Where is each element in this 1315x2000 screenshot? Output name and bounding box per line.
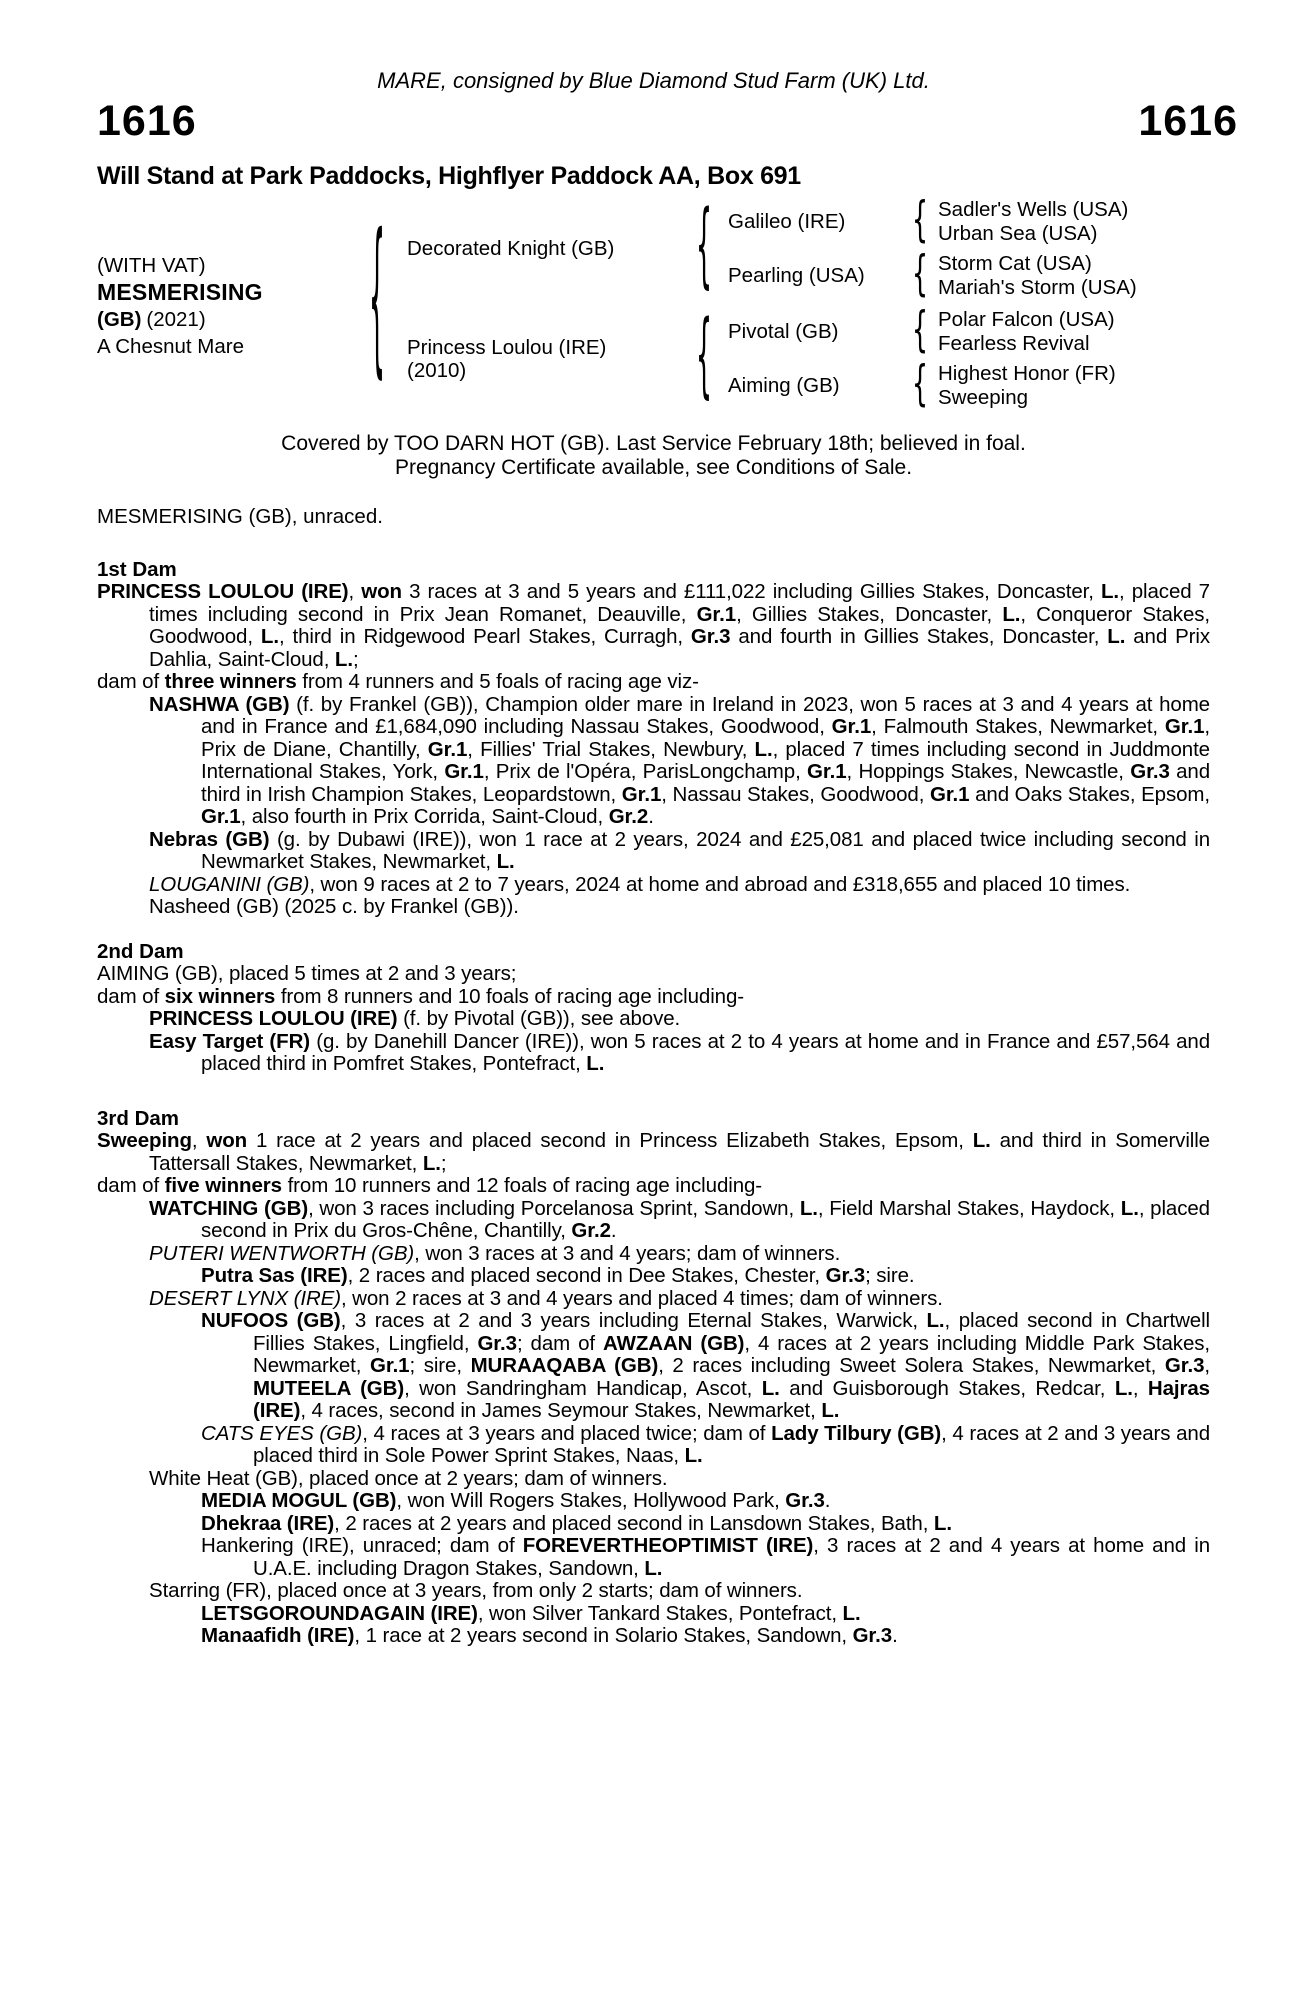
catalogue-paragraph: [97, 1603, 1210, 1626]
pedigree-dam-year: (2010): [407, 359, 467, 382]
catalogue-paragraph: [97, 896, 1210, 919]
text-run: 1 race at 2 years and placed second in Princess Elizabeth Stakes, Epsom,: [247, 1129, 973, 1152]
text-run: L.: [260, 625, 279, 648]
text-run: Gr.3: [690, 625, 731, 648]
text-run: , third in Ridgewood Pearl Stakes, Curragh,: [278, 625, 691, 648]
text-run: , also fourth in Prix Corrida, Saint-Cloud,: [240, 805, 609, 828]
text-run: Nebras (GB): [149, 827, 270, 851]
text-run: L.: [1114, 1376, 1133, 1400]
catalogue-paragraph: [97, 1423, 1210, 1468]
text-run: , 4 races at 2 years including Middle Park Stakes, Newmarket,: [253, 1331, 1210, 1377]
text-run: , Field Marshal Stakes, Haydock,: [817, 1196, 1121, 1220]
text-run: L.: [644, 1556, 663, 1580]
text-run: and fourth in Gillies Stakes, Doncaster,: [730, 625, 1108, 648]
pedigree-grandsire-1: Galileo (IRE): [728, 210, 846, 233]
pedigree-brace-ggp-3: [912, 302, 929, 360]
lot-number-row: [97, 98, 1238, 144]
text-run: , 1 race at 2 years second in Solario Stakes, Sandown,: [354, 1624, 853, 1647]
text-run: Gr.1: [831, 715, 872, 738]
pedigree-ggp-1: Sadler's Wells (USA): [938, 198, 1129, 221]
text-run: L.: [754, 737, 773, 761]
subject-foaled-year: (2021): [146, 308, 206, 331]
text-run: L.: [496, 850, 515, 873]
pedigree-ggp-5: Polar Falcon (USA): [938, 308, 1115, 331]
text-run: dam of: [97, 670, 165, 693]
text-run: , Falmouth Stakes, Newmarket,: [871, 715, 1165, 738]
text-run: Gr.1: [1164, 715, 1205, 738]
text-run: L.: [422, 1151, 441, 1175]
text-run: NUFOOS (GB): [201, 1309, 341, 1332]
text-run: three winners: [164, 670, 297, 693]
dam-paragraphs-3: [97, 1130, 1210, 1648]
pedigree-granddam-2: Aiming (GB): [728, 374, 840, 397]
catalogue-paragraph: [97, 1490, 1210, 1513]
text-run: L.: [684, 1444, 703, 1467]
section-2nd-dam: [97, 941, 1210, 1076]
catalogue-paragraph: [97, 1468, 1210, 1491]
catalogue-paragraph: [97, 1580, 1210, 1603]
text-run: Gr.1: [807, 760, 847, 783]
text-run: CATS EYES (GB): [201, 1421, 363, 1445]
text-run: , won Silver Tankard Stakes, Pontefract,: [477, 1601, 843, 1625]
text-run: Gr.2: [571, 1219, 611, 1242]
text-run: (g. by Dubawi (IRE)), won 1 race at 2 years, 2024 and £25,081 and placed twice including second in Newmarket Stakes, Newmarket,: [201, 827, 1210, 873]
text-run: L.: [799, 1196, 818, 1220]
text-run: Gr.3: [1130, 760, 1170, 783]
pedigree-brace-dam-parents: [696, 302, 713, 414]
text-run: ; dam of: [516, 1331, 604, 1355]
text-run: , 3 races at 2 and 4 years at home and in U.A.E. including Dragon Stakes, Sandown,: [253, 1534, 1210, 1580]
catalogue-paragraph: [97, 1625, 1210, 1648]
text-run: Hajras (IRE): [253, 1376, 1210, 1422]
dam-heading-1: 1st Dam: [97, 557, 177, 581]
pedigree-brace-ggp-2: [912, 246, 929, 304]
vat-note: (WITH VAT): [97, 254, 206, 277]
text-run: .: [610, 1219, 617, 1242]
text-run: won: [206, 1129, 248, 1152]
cover-note-line-1: Covered by TOO DARN HOT (GB). Last Service February 18th; believed in foal.: [281, 432, 1026, 455]
text-run: Gr.3: [477, 1331, 517, 1355]
catalogue-paragraph: [97, 694, 1210, 829]
text-run: , placed 7 times including second in Prix Jean Romanet, Deauville,: [149, 580, 1210, 626]
text-run: ,: [191, 1129, 207, 1152]
text-run: DESERT LYNX (IRE): [149, 1286, 341, 1310]
catalogue-paragraph: [97, 986, 1210, 1009]
pedigree-ggp-2: Urban Sea (USA): [938, 222, 1098, 245]
text-run: ,: [1204, 1354, 1211, 1377]
pedigree-dam-name: Princess Loulou (IRE): [407, 336, 607, 359]
text-run: , won 9 races at 2 to 7 years, 2024 at home and abroad and £318,655 and placed 10 times.: [309, 872, 1131, 896]
text-run: L.: [586, 1052, 605, 1075]
text-run: dam of: [97, 1174, 165, 1197]
text-run: six winners: [164, 984, 276, 1008]
text-run: MURAAQABA (GB): [470, 1354, 659, 1377]
text-run: and third in Somerville Tattersall Stakes, Newmarket,: [149, 1129, 1210, 1175]
catalogue-paragraph: [97, 671, 1210, 694]
text-run: MUTEELA (GB): [253, 1376, 405, 1400]
text-run: , 4 races, second in James Seymour Stakes, Newmarket,: [300, 1399, 822, 1422]
text-run: Gr.3: [1164, 1354, 1205, 1377]
text-run: , Conqueror Stakes, Goodwood,: [149, 602, 1211, 648]
text-run: Gr.1: [369, 1354, 410, 1377]
pedigree-ggp-3: Storm Cat (USA): [938, 252, 1092, 275]
text-run: Gr.3: [785, 1489, 825, 1512]
text-run: Hankering (IRE), unraced; dam of: [201, 1534, 523, 1557]
pedigree-chart: [97, 192, 1210, 432]
dam-paragraphs-2: [97, 963, 1210, 1076]
text-run: MEDIA MOGUL (GB): [201, 1489, 397, 1512]
text-run: L.: [1120, 1196, 1139, 1220]
cover-note: [97, 432, 1210, 480]
text-run: ,: [1132, 1376, 1148, 1400]
text-run: MESMERISING (GB), unraced.: [97, 505, 383, 528]
text-run: FOREVERTHEOPTIMIST (IRE): [522, 1534, 814, 1557]
pedigree-ggp-4: Mariah's Storm (USA): [938, 276, 1137, 299]
text-run: , 2 races at 2 years and placed second in Lansdown Stakes, Bath,: [334, 1511, 934, 1535]
text-run: , 4 races at 2 and 3 years and placed third in Sole Power Sprint Stakes, Naas,: [253, 1421, 1211, 1467]
dam-heading-2: 2nd Dam: [97, 939, 184, 963]
text-run: PRINCESS LOULOU (IRE): [149, 1007, 398, 1030]
text-run: ; sire.: [865, 1264, 915, 1287]
text-run: ;: [352, 647, 359, 671]
text-run: and third in Irish Champion Stakes, Leopardstown,: [201, 760, 1210, 806]
text-run: Nasheed (GB) (2025 c. by Frankel (GB)).: [149, 895, 519, 918]
pedigree-ggp-6: Fearless Revival: [938, 332, 1090, 355]
text-run: NASHWA (GB): [149, 692, 290, 716]
catalogue-paragraph: [97, 1008, 1210, 1031]
text-run: won: [361, 580, 402, 603]
text-run: Putra Sas (IRE): [201, 1264, 348, 1287]
text-run: L.: [1107, 625, 1126, 648]
catalogue-paragraph: [97, 1243, 1210, 1266]
text-run: , won 2 races at 3 and 4 years and placed 4 times; dam of winners.: [340, 1286, 943, 1310]
text-run: from 8 runners and 10 foals of racing age including-: [275, 984, 744, 1008]
pedigree-sire: Decorated Knight (GB): [407, 237, 615, 260]
text-run: and Prix Dahlia, Saint-Cloud,: [149, 625, 1211, 671]
catalogue-paragraph: [97, 1310, 1210, 1423]
catalogue-paragraph: [97, 581, 1210, 671]
text-run: L.: [761, 1376, 780, 1400]
catalogue-paragraph: [97, 829, 1210, 874]
catalogue-paragraph: [97, 874, 1210, 897]
text-run: Gr.3: [825, 1264, 866, 1287]
text-run: five winners: [164, 1174, 282, 1197]
subject-description: A Chesnut Mare: [97, 335, 244, 358]
section-3rd-dam: [97, 1108, 1210, 1648]
stand-location-line: Will Stand at Park Paddocks, Highflyer Paddock AA, Box 691: [97, 162, 801, 190]
text-run: , 2 races including Sweet Solera Stakes, Newmarket,: [658, 1354, 1165, 1377]
text-run: , Gillies Stakes, Doncaster,: [736, 602, 1003, 626]
text-run: , Fillies' Trial Stakes, Newbury,: [467, 737, 755, 761]
pedigree-ggp-7: Highest Honor (FR): [938, 362, 1116, 385]
text-run: Starring (FR), placed once at 3 years, from only 2 starts; dam of winners.: [149, 1579, 803, 1602]
catalogue-paragraph: [97, 1265, 1210, 1288]
subject-suffix: (GB): [97, 308, 142, 331]
consignor-line: MARE, consigned by Blue Diamond Stud Farm (UK) Ltd.: [377, 68, 930, 93]
text-run: AWZAAN (GB): [603, 1331, 745, 1355]
text-run: , won Will Rogers Stakes, Hollywood Park,: [396, 1489, 786, 1512]
pedigree-grandsire-2: Pivotal (GB): [728, 320, 839, 343]
section-1st-dam: [97, 559, 1210, 919]
text-run: Gr.1: [696, 602, 737, 626]
text-run: .: [824, 1489, 831, 1512]
text-run: L.: [1101, 580, 1120, 603]
catalogue-paragraph: [97, 1031, 1210, 1076]
text-run: (f. by Pivotal (GB)), see above.: [397, 1007, 681, 1030]
text-run: Gr.1: [621, 782, 662, 806]
text-run: (g. by Danehill Dancer (IRE)), won 5 races at 2 to 4 years at home and in France and £57,564 and placed third in Pomfret Stakes, Pontefract,: [201, 1029, 1210, 1075]
subject-suffix-year: [97, 306, 263, 333]
text-run: L.: [926, 1309, 945, 1332]
text-run: , Prix de Diane, Chantilly,: [201, 715, 1210, 761]
pedigree-dam: [407, 336, 606, 382]
text-run: , Prix de l'Opéra, ParisLongchamp,: [483, 760, 808, 783]
text-run: 3 races at 3 and 5 years and £111,022 including Gillies Stakes, Doncaster,: [401, 580, 1101, 603]
text-run: AIMING (GB), placed 5 times at 2 and 3 years;: [97, 962, 517, 985]
text-run: ; sire,: [409, 1354, 471, 1377]
text-run: , won Sandringham Handicap, Ascot,: [404, 1376, 762, 1400]
text-run: , placed second in Chartwell Fillies Stakes, Lingfield,: [253, 1309, 1210, 1355]
pedigree-brace-ggp-4: [912, 356, 929, 414]
text-run: Manaafidh (IRE): [201, 1624, 355, 1647]
pedigree-brace-ggp-1: [912, 192, 929, 250]
text-run: , 2 races and placed second in Dee Stakes, Chester,: [347, 1264, 826, 1287]
text-run: , Hoppings Stakes, Newcastle,: [846, 760, 1131, 783]
lot-number-right: 1616: [1138, 97, 1238, 145]
text-run: L.: [933, 1511, 952, 1535]
text-run: Dhekraa (IRE): [201, 1511, 335, 1535]
text-run: White Heat (GB), placed once at 2 years; dam of winners.: [149, 1466, 668, 1490]
text-run: .: [892, 1624, 898, 1647]
pedigree-brace-sire-parents: [696, 192, 713, 304]
pedigree-ggp-8: Sweeping: [938, 386, 1029, 409]
text-run: L.: [1002, 602, 1021, 626]
text-run: Gr.1: [201, 805, 241, 828]
text-run: and Guisborough Stakes, Redcar,: [779, 1376, 1115, 1400]
catalogue-paragraph: [97, 1513, 1210, 1536]
text-run: Gr.1: [444, 760, 484, 783]
catalogue-paragraph: [97, 1130, 1210, 1175]
text-run: dam of: [97, 984, 165, 1008]
text-run: and Oaks Stakes, Epsom,: [969, 782, 1210, 806]
text-run: PUTERI WENTWORTH (GB): [149, 1241, 415, 1265]
text-run: Lady Tilbury (GB): [771, 1421, 942, 1445]
dam-paragraphs-1: [97, 581, 1210, 919]
catalogue-paragraph: [97, 1198, 1210, 1243]
text-run: , Nassau Stakes, Goodwood,: [661, 782, 930, 806]
text-run: .: [648, 805, 654, 828]
text-run: (f. by Frankel (GB)), Champion older mare in Ireland in 2023, won 5 races at 3 and 4 years at home and in France and £1,684,090 including Nassau Stakes, Goodwood,: [201, 692, 1210, 738]
lot-number-left: 1616: [97, 97, 197, 145]
text-run: L.: [821, 1399, 840, 1422]
text-run: , won 3 races including Porcelanosa Sprint, Sandown,: [308, 1196, 800, 1220]
text-run: , 4 races at 3 years and placed twice; dam of: [362, 1421, 772, 1445]
catalogue-paragraph: [97, 963, 1210, 986]
text-run: ;: [440, 1151, 447, 1175]
text-run: , placed 7 times including second in Juddmonte International Stakes, York,: [201, 737, 1210, 783]
text-run: L.: [842, 1601, 861, 1625]
text-run: Gr.1: [427, 737, 468, 761]
text-run: WATCHING (GB): [149, 1196, 309, 1220]
text-run: from 4 runners and 5 foals of racing age viz-: [296, 670, 699, 693]
dam-heading-3: 3rd Dam: [97, 1106, 180, 1130]
text-run: Sweeping: [97, 1129, 192, 1152]
text-run: Gr.1: [929, 782, 970, 806]
text-run: PRINCESS LOULOU (IRE): [97, 580, 349, 603]
pedigree-subject-block: [97, 252, 263, 360]
catalogue-paragraph: [97, 1535, 1210, 1580]
pedigree-granddam-1: Pearling (USA): [728, 264, 865, 287]
catalogue-paragraph: [97, 1288, 1210, 1311]
text-run: , placed second in Prix du Gros-Chêne, Chantilly,: [201, 1196, 1210, 1242]
text-run: LETSGOROUNDAGAIN (IRE): [201, 1601, 478, 1625]
cover-note-line-2: Pregnancy Certificate available, see Conditions of Sale.: [394, 456, 913, 479]
subject-name: MESMERISING: [97, 279, 263, 305]
text-run: Gr.3: [852, 1624, 893, 1647]
text-run: Easy Target (FR): [149, 1029, 311, 1053]
text-run: L.: [972, 1129, 991, 1152]
catalogue-paragraph: [97, 1175, 1210, 1198]
text-run: L.: [334, 647, 353, 671]
text-run: , 3 races at 2 and 3 years including Eternal Stakes, Warwick,: [340, 1309, 927, 1332]
text-run: Gr.2: [608, 805, 649, 828]
text-run: from 10 runners and 12 foals of racing age including-: [281, 1174, 763, 1197]
text-run: LOUGANINI (GB): [149, 872, 310, 896]
text-run: , won 3 races at 3 and 4 years; dam of winners.: [414, 1241, 841, 1265]
page-content: [0, 68, 1315, 1648]
pedigree-brace-generation1: [369, 202, 386, 404]
mare-race-record: [97, 506, 1210, 529]
text-run: ,: [348, 580, 362, 603]
